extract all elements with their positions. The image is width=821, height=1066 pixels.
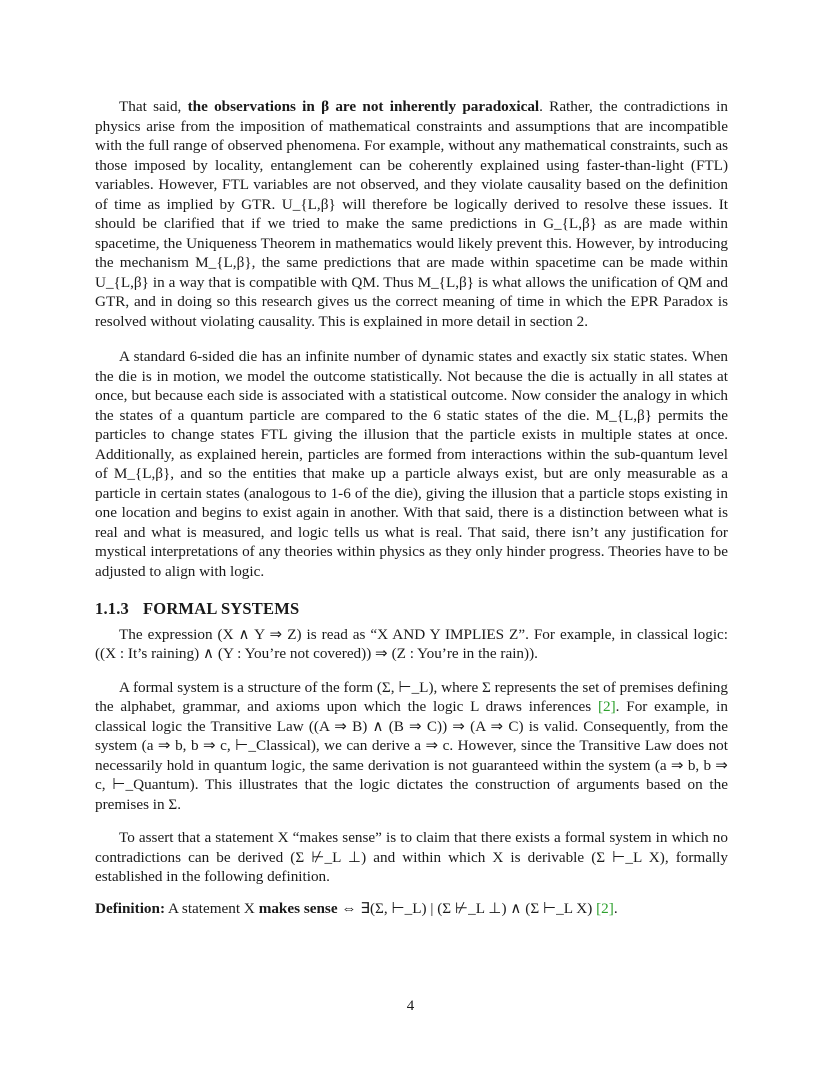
section-heading — [95, 599, 728, 619]
p4-text: A formal system is a structure of the form (Σ, ⊢_L), where Σ represents the set of premises defining the alphabet, grammar, and axioms upon which the logic L draws inferences — [95, 678, 728, 715]
definition-bold: makes sense — [258, 899, 338, 917]
definition-citation-link[interactable]: [2] — [596, 899, 614, 917]
paragraph-formal-system — [95, 678, 728, 815]
citation-link[interactable]: [2] — [597, 698, 616, 715]
definition — [95, 899, 728, 919]
paragraph-makes-sense: To assert that a statement X “makes sense” is to claim that there exists a formal system in which no contradictions can be derived (Σ ⊬_L ⊥) and within which X is derivable (Σ ⊢_L X), formally established in the following definition. — [95, 829, 728, 885]
definition-text2: ⇔ ∃(Σ, ⊢_L) | (Σ ⊬_L ⊥) ∧ (Σ ⊢_L X) — [337, 899, 597, 917]
paragraph-expression: The expression (X ∧ Y ⇒ Z) is read as “X AND Y IMPLIES Z”. For example, in classical logic: ((X : It’s raining) ∧ (Y : You’re not covered)) ⇒ (Z : You’re in the rain)). — [95, 625, 728, 662]
section-title: FORMAL SYSTEMS — [143, 599, 300, 618]
page-number: 4 — [406, 998, 415, 1014]
p1-rest: . Rather, the contradictions in physics arise from the imposition of mathematical constraints and assumptions that are incompatible with the full range of observed phenomena. For example, without any mathematical constraints, such as those imposed by locality, entanglement can be coherently explained using faster-than-light (FTL) variables. However, FTL variables are not observed, and they violate causality based on the definition of time as implied by GTR. U_{L,β} will therefore be logically derived to resolve these issues. It should be clarified that if we tried to make the same predictions in G_{L,β} as are made within spacetime, the Uniqueness Theorem in mathematics would likely prevent this. However, by introducing the mechanism M_{L,β}, the same predictions that are made within spacetime can be made within U_{L,β} in a way that is compatible with QM. Thus M_{L,β} is what allows the unification of QM and GTR, and in doing so this research gives us the correct meaning of time in which the EPR Paradox is resolved without violating causality. This is explained in more detail in section 2. — [95, 98, 728, 330]
definition-text1: A statement X — [165, 899, 259, 917]
definition-end: . — [613, 899, 618, 917]
paragraph-observations — [95, 97, 728, 331]
paper-page — [95, 97, 728, 918]
section-number: 1.1.3 — [95, 599, 129, 618]
p1-lead: That said, — [119, 98, 188, 115]
p4-rest: . For example, in classical logic the Transitive Law ((A ⇒ B) ∧ (B ⇒ C)) ⇒ (A ⇒ C) is valid. Consequently, from the system (a ⇒ b, b ⇒ c, ⊢_Classical), we can derive a ⇒ c. However, since the Transitive Law does not necessarily hold in quantum logic, the same derivation is not guaranteed within the system (a ⇒ b, b ⇒ c, ⊢_Quantum). This illustrates that the logic dictates the construction of arguments based on the premises in Σ. — [95, 698, 728, 813]
paragraph-die-analogy: A standard 6-sided die has an infinite number of dynamic states and exactly six static states. When the die is in motion, we model the outcome statistically. Not because the die is actually in all states at once, but because each side is associated with a statistical outcome. Now consider the analogy in which the states of a quantum particle are compared to the 6 static states of the die. M_{L,β} permits the particles to change states FTL giving the illusion that the particle exists in multiple states at once. Additionally, as explained herein, particles are formed from interactions within the sub-quantum level of M_{L,β}, and so the entities that make up a particle always exist, but are only measurable as a particle in certain states (analogous to 1-6 of the die), giving the illusion that a particle stops existing in one location and begins to exist again in another. With that said, there is a distinction between what is real and what is measured, and logic tells us what is real. That said, there isn’t any justification for mystical interpretations of any theories within physics as they only hinder progress. Theories have to be adjusted to align with logic. — [95, 348, 728, 580]
p1-bold-claim: the observations in β are not inherently paradoxical — [187, 98, 540, 115]
definition-label: Definition: — [95, 899, 166, 917]
